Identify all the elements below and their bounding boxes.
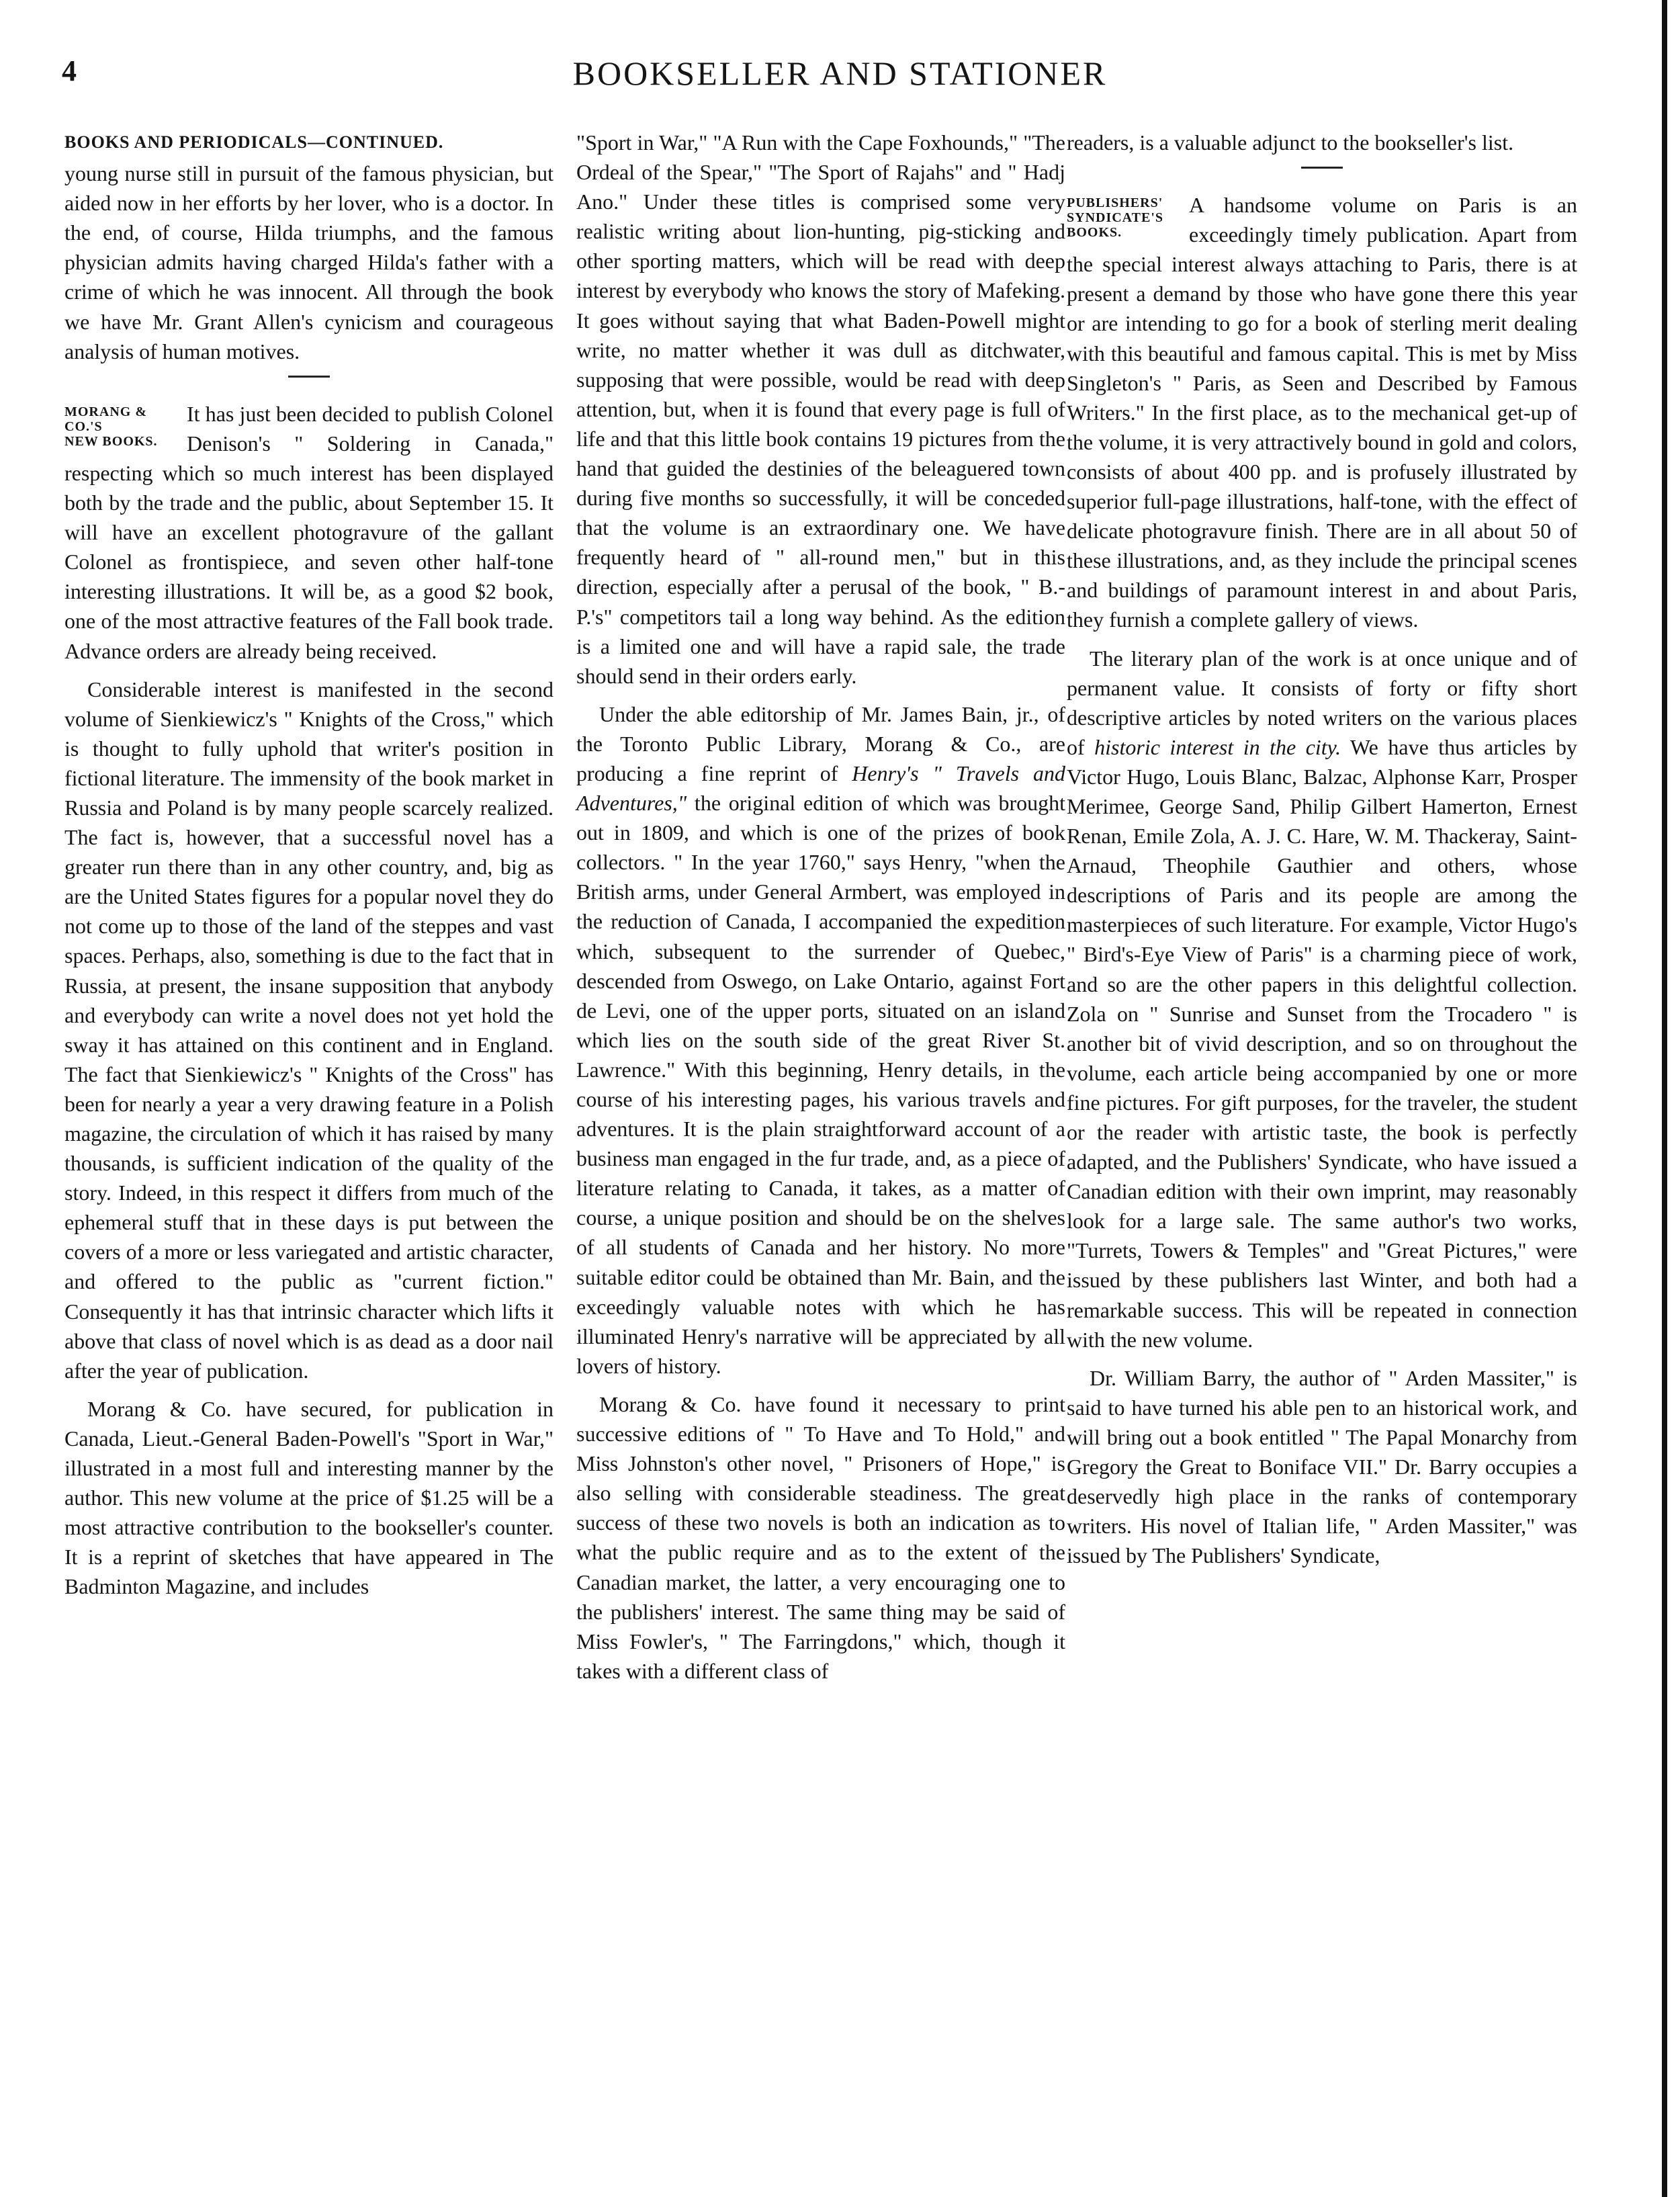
page-edge-rule [1662,0,1667,2197]
page-title: BOOKSELLER AND STATIONER [572,54,1108,92]
column-1 [64,128,554,1610]
paragraph: Considerable interest is manifested in the second volume of Sienkiewicz's " Knights of the Cross," which is thought to fully uphold that writer's position in fictional literature. The immensity of the book market in Russia and Poland is by many people scarcely realized. The fact is, however, that a successful novel has a greater run there than in any other country, and, big as are the United States figures for a popular novel they do not come up to those of the land of the steppes and vast spaces. Perhaps, also, something is due to the fact that in Russia, at present, the insane supposition that anybody and everybody can write a novel does not yet hold the sway it has attained on this continent and in England. The fact that Sienkiewicz's " Knights of the Cross" has been for nearly a year a very drawing feature in a Polish magazine, the circulation of which it has raised by many thousands, is sufficient indication of the quality of the story. Indeed, in this respect it differs from much of the ephemeral stuff that in these days is put between the covers of a more or less variegated and artistic character, and offered to the public as "current fiction." Consequently it has that intrinsic character which lifts it above that class of novel which is as dead as a door nail after the year of publication. [64,677,554,1383]
side-heading-line: BOOKS. [1067,225,1122,241]
italic-phrase: historic interest in the city. [1094,734,1341,759]
paragraph: young nurse still in pursuit of the famous physician, but aided now in her efforts by her lover, who is a doctor. In the end, of course, Hilda triumphs, and the famous physician admits having charged Hilda's father with a crime of which he was innocent. All through the book we have Mr. Grant Allen's cynicism and courageous analysis of human motives. [64,161,554,363]
side-heading-line: NEW BOOKS. [64,433,158,449]
side-heading-morang [64,404,177,449]
text-run: the original edition of which was brought out in 1809, and which is one of the prizes of book collectors. " In the year 1760," says Henry, "when the British arms, under General Armbert, was employed in the reduction of Canada, I accompanied the expedition which, subsequent to the surrender of Quebec, descended from Oswego, on Lake Ontario, against Fort de Levi, one of the upper ports, situated on an island which lies on the south side of the great River St. Lawrence." With this beginning, Henry details, in the course of his interesting pages, his various travels and adventures. It is the plain straightforward account of a business man engaged in the fur trade, and, as a piece of literature relating to Canada, it takes, as a matter of course, a unique position and should be on the shelves of all students of Canada and her history. No more suitable editor could be obtained than Mr. Bain, and the exceedingly valuable notes with which he has illuminated Henry's narrative will be appreciated by all lovers of history. [576,791,1065,1378]
paragraph: readers, is a valuable adjunct to the bookseller's list. [1067,130,1514,155]
section-divider [288,376,330,378]
paragraph: Morang & Co. have found it necessary to print successive editions of " To Have and To Hold," and Miss Johnston's other novel, " Prisoners of Hope," is also selling with considerable steadiness. The great success of these two novels is both an indication as to what the public require and as to the extent of the Canadian market, the latter, a very encouraging one to the publishers' interest. The same thing may be said of Miss Fowler's, " The Farringdons," which, though it takes with a different class of [576,1391,1065,1683]
paragraph [576,699,1065,1381]
side-heading-line: CO.'S [64,419,103,434]
paragraph [1067,644,1577,1354]
section-divider [1301,167,1343,169]
paragraph: A handsome volume on Paris is an exceedingly timely publication. Apart from the special interest always attaching to Paris, there is at present a demand by those who have gone there this year or are intending to go for a book of sterling merit dealing with this beautiful and famous capital. This is met by Miss Singleton's " Paris, as Seen and Described by Famous Writers." In the first place, as to the mechanical get-up of the volume, it is very attractively bound in gold and colors, consists of about 400 pp. and is profusely illustrated by superior full-page illustrations, half-tone, with the effect of delicate photogravure finish. There are in all about 50 of these illustrations, and, as they include the principal scenes and buildings of paramount interest in and about Paris, they furnish a complete gallery of views. [1067,193,1577,632]
paragraph: "Sport in War," "A Run with the Cape Foxhounds," "The Ordeal of the Spear," "The Sport of Rajahs" and " Hadj Ano." Under these titles is comprised some very realistic writing about lion-hunting, pig-sticking and other sporting matters, which will be read with deep interest by everybody who knows the story of Mafeking. It goes without saying that what Baden-Powell might write, no matter whether it was dull as ditchwater, supposing that were possible, would be read with deep attention, but, when it is found that every page is full of life and that this little book contains 19 pictures from the hand that guided the destinies of the beleaguered town during five months so successfully, it will be conceded that the volume is an extraordinary one. We have frequently heard of " all-round men," but in this direction, especially after a perusal of the book, " B.-P.'s" competitors tail a long way behind. As the edition is a limited one and will have a rapid sale, the trade should send in their orders early. [576,130,1065,688]
column-3 [1067,128,1577,1579]
side-heading-line: SYNDICATE'S [1067,210,1163,226]
text-run: Under the able editorship of Mr. James Bain, jr., of the Toronto Public Library, Morang & Co., are producing a fine reprint of [576,701,1065,785]
text-run: We have thus articles by Victor Hugo, Louis Blanc, Balzac, Alphonse Karr, Prosper Merimee, George Sand, Philip Gilbert Hamerton, Ernest Renan, Emile Zola, A. J. C. Hare, W. M. Thackeray, Saint-Arnaud, Theophile Gauthier and others, whose descriptions of Paris and its people are among the masterpieces of such literature. For example, Victor Hugo's " Bird's-Eye View of Paris" is a charming piece of work, and so are the other papers in this delightful collection. Zola on " Sunrise and Sunset from the Trocadero " is another bit of vivid description, and so on throughout the volume, each article being accompanied by one or more fine pictures. For gift purposes, for the traveler, the student or the reader with artistic taste, the book is perfectly adapted, and the Publishers' Syndicate, who have issued a Canadian edition with their own imprint, may reasonably look for a large sale. The same author's two works, "Turrets, Towers & Temples" and "Great Pictures," were issued by these publishers last Winter, and both had a remarkable success. This will be repeated in connection with the new volume. [1067,734,1578,1352]
italic-title: Henry's " Travels and Adventures," [576,761,1066,816]
side-heading-line: PUBLISHERS' [1067,196,1163,211]
side-heading-publishers [1067,196,1180,240]
section-heading: BOOKS AND PERIODICALS—CONTINUED. [64,132,444,152]
page-number: 4 [62,54,77,87]
paragraph: It has just been decided to publish Colonel Denison's " Soldering in Canada," respecting which so much interest has been displayed both by the trade and the public, about September 15. It will have an excellent photogravure of the gallant Colonel as frontispiece, and seven other half-tone interesting illustrations. It will be, as a good $2 book, one of the most attractive features of the Fall book trade. Advance orders are already being received. [64,401,554,663]
column-2 [576,128,1065,1694]
paragraph: Morang & Co. have secured, for publication in Canada, Lieut.-General Baden-Powell's "Sport in War," illustrated in a most full and interesting manner by the author. This new volume at the price of $1.25 will be a most attractive contribution to the bookseller's counter. It is a reprint of sketches that have appeared in The Badminton Magazine, and includes [64,1396,554,1599]
side-heading-line: MORANG & [64,404,147,419]
paragraph: Dr. William Barry, the author of " Arden Massiter," is said to have turned his able pen to an historical work, and will bring out a book entitled " The Papal Monarchy from Gregory the Great to Boniface VII." Dr. Barry occupies a deservedly high place in the ranks of contemporary writers. His novel of Italian life, " Arden Massiter," was issued by The Publishers' Syndicate, [1067,1365,1577,1568]
text-run: The literary plan of the work is at once unique and of permanent value. It consists of forty or fifty short descriptive articles by noted writers on the various places of [1067,646,1577,759]
